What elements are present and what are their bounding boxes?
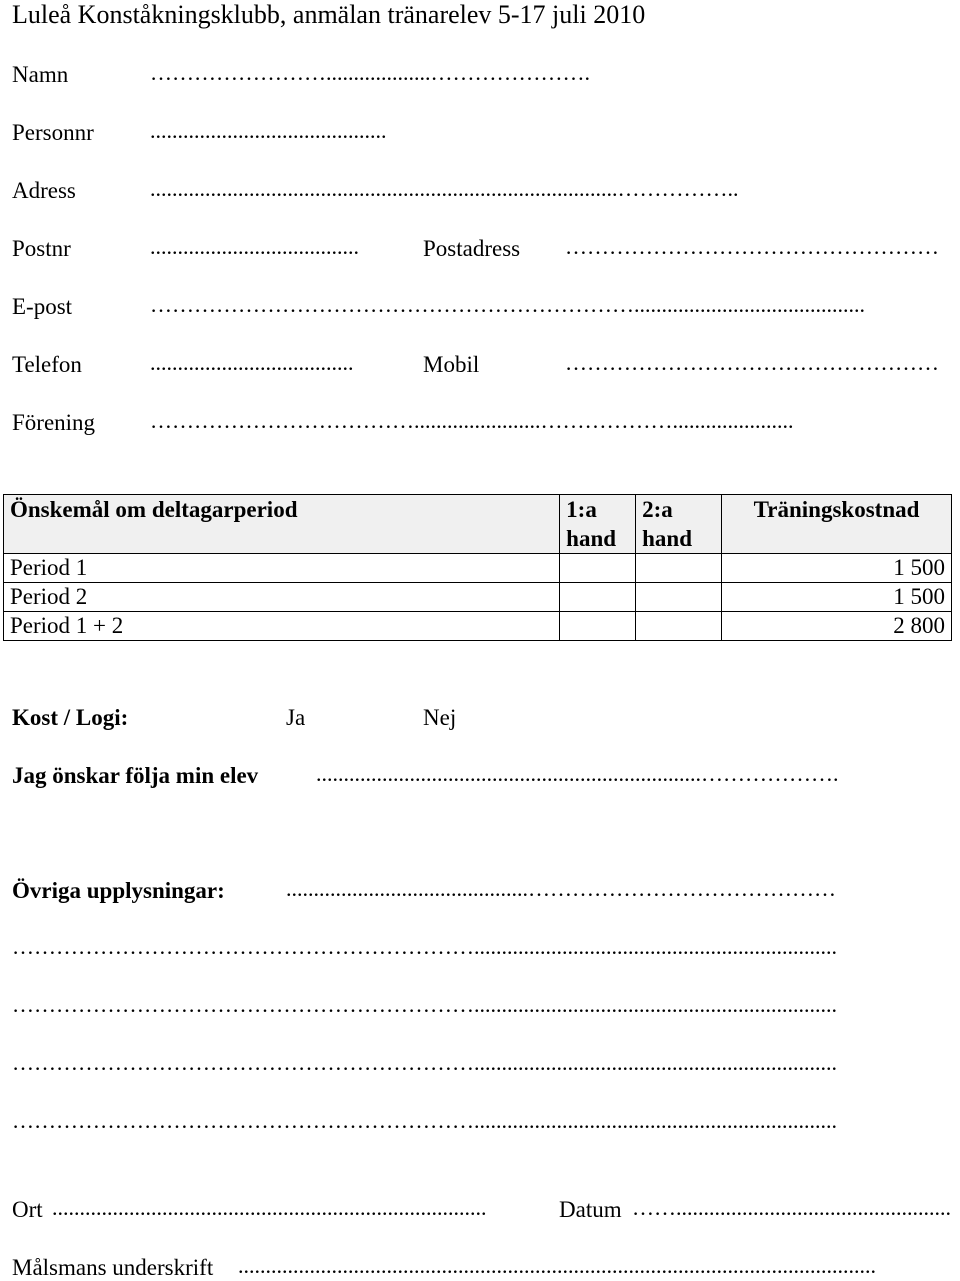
personnr-field[interactable]: ........................................... [150, 118, 387, 143]
mobil-label: Mobil [423, 352, 480, 377]
period-cell: Period 1 + 2 [4, 612, 560, 641]
table-row [4, 612, 952, 641]
header-first-line2: hand [566, 526, 617, 551]
header-second-line1: 2:a [642, 497, 673, 522]
postnr-field[interactable]: ...................................... [150, 234, 359, 259]
postnr-label: Postnr [12, 236, 71, 261]
kost-label: Kost / Logi: [12, 705, 129, 730]
forening-field[interactable]: ……………………………….......................………………...................... [150, 408, 794, 433]
cost-cell: 1 500 [722, 554, 952, 583]
cost-cell: 1 500 [722, 583, 952, 612]
header-second-line2: hand [642, 526, 693, 551]
header-second-choice [636, 495, 722, 554]
first-choice-cell[interactable] [560, 583, 636, 612]
personnr-label: Personnr [12, 120, 94, 145]
header-first-line1: 1:a [566, 497, 597, 522]
epost-field[interactable]: ………………………………………………………….......................................... [150, 292, 865, 317]
forening-label: Förening [12, 410, 96, 435]
ovriga-field-line1[interactable]: ……………………………………………………….................................................................. [12, 934, 837, 959]
table-row [4, 583, 952, 612]
ovriga-field-line4[interactable]: ……………………………………………………….................................................................. [12, 1108, 837, 1133]
cost-cell: 2 800 [722, 612, 952, 641]
period-table-header [4, 495, 952, 554]
ovriga-field-line2[interactable]: ……………………………………………………….................................................................. [12, 992, 837, 1017]
epost-label: E-post [12, 294, 73, 319]
first-choice-cell[interactable] [560, 612, 636, 641]
ovriga-field-line3[interactable]: ……………………………………………………….................................................................. [12, 1050, 837, 1075]
kost-nej-option[interactable]: Nej [423, 705, 457, 730]
kost-ja-option[interactable]: Ja [286, 705, 306, 730]
namn-label: Namn [12, 62, 69, 87]
namn-field[interactable]: ……………………...................…………………. [150, 60, 590, 85]
second-choice-cell[interactable] [636, 554, 722, 583]
header-period: Önskemål om deltagarperiod [4, 495, 560, 554]
datum-field[interactable]: …….................................................. [632, 1195, 951, 1220]
first-choice-cell[interactable] [560, 554, 636, 583]
mobil-field[interactable]: …………………………………………… [565, 350, 939, 375]
period-cell: Period 2 [4, 583, 560, 612]
ovriga-field-line0[interactable]: ............................................…………………………………… [286, 876, 836, 901]
folja-field[interactable]: ......................................................................………………. [316, 761, 839, 786]
adress-field[interactable]: .....................................................................................…………….. [150, 176, 739, 201]
postadress-field[interactable]: …………………………………………… [565, 234, 939, 259]
table-row [4, 554, 952, 583]
datum-label: Datum [559, 1197, 622, 1222]
underskrift-label: Målsmans underskrift [12, 1255, 214, 1280]
telefon-field[interactable]: ..................................... [150, 350, 354, 375]
underskrift-field[interactable]: .................................................................................................................... [238, 1253, 876, 1278]
adress-label: Adress [12, 178, 76, 203]
period-table [3, 494, 952, 641]
ort-label: Ort [12, 1197, 43, 1222]
second-choice-cell[interactable] [636, 583, 722, 612]
header-cost: Träningskostnad [722, 495, 952, 554]
header-first-choice [560, 495, 636, 554]
folja-label: Jag önskar följa min elev [12, 763, 259, 788]
ort-field[interactable]: ............................................................................... [52, 1195, 487, 1220]
telefon-label: Telefon [12, 352, 82, 377]
second-choice-cell[interactable] [636, 612, 722, 641]
period-cell: Period 1 [4, 554, 560, 583]
form-title: Luleå Konståkningsklubb, anmälan tränarelev 5-17 juli 2010 [12, 0, 646, 29]
postadress-label: Postadress [423, 236, 521, 261]
ovriga-label: Övriga upplysningar: [12, 878, 225, 903]
